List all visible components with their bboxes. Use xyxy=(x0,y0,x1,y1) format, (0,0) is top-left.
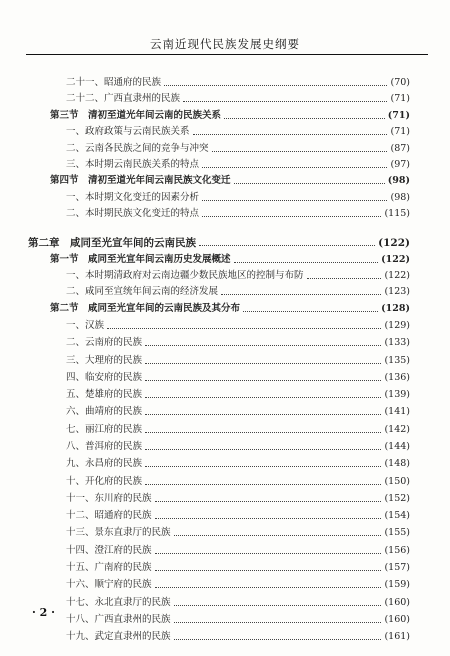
dot-leader xyxy=(243,310,378,312)
toc-entry-title: 一、本时期文化变迁的因素分析 xyxy=(66,191,200,203)
toc-entry-title: 十九、武定直隶州的民族 xyxy=(66,631,171,643)
dot-leader xyxy=(155,517,382,519)
toc-entry-title: 十四、澄江府的民族 xyxy=(66,544,152,556)
dot-leader xyxy=(174,604,382,606)
toc-entry-title: 第四节 清初至道光年间云南民族文化变迁 xyxy=(50,175,231,187)
toc-page-number: (157) xyxy=(384,562,410,574)
toc-page-number: (150) xyxy=(384,475,410,487)
toc-item-row xyxy=(66,386,410,404)
toc-item-row xyxy=(66,438,410,456)
toc-entry-title: 十五、广南府的民族 xyxy=(66,562,152,574)
toc-page-number: (160) xyxy=(384,613,410,625)
dot-leader xyxy=(155,569,382,571)
dot-leader xyxy=(155,500,382,502)
toc-page-number: (133) xyxy=(384,337,410,349)
toc-page-number: (141) xyxy=(384,406,410,418)
toc-entry-title: 一、本时期清政府对云南边疆少数民族地区的控制与布防 xyxy=(66,269,304,281)
toc-section-row xyxy=(50,107,410,125)
toc-item-row xyxy=(66,403,410,421)
dot-leader xyxy=(202,199,387,201)
toc-entry-title: 九、永昌府的民族 xyxy=(66,458,143,470)
toc-item-row xyxy=(66,267,410,285)
dot-leader xyxy=(221,293,381,295)
dot-leader xyxy=(234,261,379,263)
toc-page-number: (98) xyxy=(387,175,410,187)
toc-entry-title: 第一节 咸同至光宣年间云南历史发展概述 xyxy=(50,253,231,265)
page-number: · 2 · xyxy=(32,606,55,619)
toc-entry-title: 二、云南府的民族 xyxy=(66,337,143,349)
toc-page-number: (148) xyxy=(384,458,410,470)
dot-leader xyxy=(107,327,381,329)
toc-entry-title: 五、楚雄府的民族 xyxy=(66,389,143,401)
header-rule xyxy=(26,54,428,55)
toc-entry-title: 二、咸同至宣统年间云南的经济发展 xyxy=(66,286,219,298)
toc-page-number: (128) xyxy=(381,302,410,314)
dot-leader xyxy=(174,621,382,623)
toc-page-number: (122) xyxy=(381,253,410,265)
toc-item-row xyxy=(66,611,410,629)
toc-page-number: (123) xyxy=(384,286,410,298)
toc-item-row xyxy=(66,576,410,594)
toc-item-row xyxy=(66,473,410,491)
dot-leader xyxy=(145,448,381,450)
toc-item-row xyxy=(66,628,410,646)
toc-item-row xyxy=(66,455,410,473)
toc-entry-title: 十三、景东直隶厅的民族 xyxy=(66,527,171,539)
toc-entry-title: 七、丽江府的民族 xyxy=(66,423,143,435)
dot-leader xyxy=(145,431,381,433)
toc-item-row xyxy=(66,74,410,92)
toc-page-number: (139) xyxy=(384,389,410,401)
toc-page-number: (142) xyxy=(384,423,410,435)
dot-leader xyxy=(234,182,385,184)
toc-entry-title: 三、本时期云南民族关系的特点 xyxy=(66,158,200,170)
toc-entry-title: 四、临安府的民族 xyxy=(66,371,143,383)
toc-page-number: (135) xyxy=(384,354,410,366)
dot-leader xyxy=(193,133,388,135)
toc-item-row xyxy=(66,352,410,370)
toc-entry-title: 第二章 咸同至光宣年间的云南民族 xyxy=(28,237,196,250)
toc-entry-title: 二、云南各民族之间的竞争与冲突 xyxy=(66,142,209,154)
toc-item-row xyxy=(66,524,410,542)
toc-item-row xyxy=(66,421,410,439)
toc-chapter-row xyxy=(28,234,410,252)
dot-leader xyxy=(145,396,381,398)
dot-leader xyxy=(145,379,381,381)
dot-leader xyxy=(199,244,375,246)
dot-leader xyxy=(145,413,381,415)
dot-leader xyxy=(155,586,382,588)
toc-page-number: (122) xyxy=(378,237,410,250)
toc-item-row xyxy=(66,90,410,108)
toc-item-row xyxy=(66,507,410,525)
toc-item-row xyxy=(66,189,410,207)
toc-item-row xyxy=(66,205,410,223)
toc-item-row xyxy=(66,559,410,577)
toc-entry-title: 六、曲靖府的民族 xyxy=(66,406,143,418)
toc-entry-title: 十一、东川府的民族 xyxy=(66,492,152,504)
toc-page-number: (71) xyxy=(387,109,410,121)
toc-item-row xyxy=(66,123,410,141)
toc-entry-title: 一、汉族 xyxy=(66,319,105,331)
toc-entry-title: 三、大理府的民族 xyxy=(66,354,143,366)
toc-page-number: (71) xyxy=(390,126,410,138)
dot-leader xyxy=(164,84,387,86)
toc-item-row xyxy=(66,140,410,158)
dot-leader xyxy=(174,638,382,640)
dot-leader xyxy=(212,150,388,152)
dot-leader xyxy=(307,277,382,279)
toc-entry-title: 八、普洱府的民族 xyxy=(66,441,143,452)
toc-item-row xyxy=(66,490,410,508)
toc-item-row xyxy=(66,283,410,301)
toc-page-number: (70) xyxy=(390,77,410,88)
toc-entry-title: 十、开化府的民族 xyxy=(66,475,143,487)
dot-leader xyxy=(145,344,381,346)
toc-entry-title: 第三节 清初至道光年间云南的民族关系 xyxy=(50,109,222,121)
toc-item-row xyxy=(66,317,410,335)
toc-page-number: (156) xyxy=(384,544,410,556)
toc-page-number: (97) xyxy=(390,158,410,170)
dot-leader xyxy=(183,100,387,102)
dot-leader xyxy=(202,166,387,168)
toc-item-row xyxy=(66,369,410,387)
toc-section-row xyxy=(50,300,410,318)
toc-entry-title: 二十二、广西直隶州的民族 xyxy=(66,93,181,105)
toc-page-number: (87) xyxy=(390,142,410,154)
toc-page-number: (98) xyxy=(390,191,410,203)
toc-page-number: (129) xyxy=(384,319,410,331)
toc-page-number: (136) xyxy=(384,371,410,383)
dot-leader xyxy=(202,215,381,217)
toc-page-number: (154) xyxy=(384,510,410,522)
toc-page-number: (152) xyxy=(384,492,410,504)
toc-entry-title: 十七、永北直隶厅的民族 xyxy=(66,596,171,608)
dot-leader xyxy=(174,534,382,536)
toc-entry-title: 二十一、昭通府的民族 xyxy=(66,77,162,88)
toc-page-number: (122) xyxy=(384,269,410,281)
dot-leader xyxy=(224,117,385,119)
toc-item-row xyxy=(66,542,410,560)
toc-page-number: (159) xyxy=(384,579,410,591)
toc-item-row xyxy=(66,594,410,612)
toc-page-number: (161) xyxy=(384,631,410,643)
dot-leader xyxy=(145,483,381,485)
dot-leader xyxy=(145,362,381,364)
toc-page-number: (144) xyxy=(384,441,410,452)
toc-page-number: (115) xyxy=(384,208,410,220)
dot-leader xyxy=(145,465,381,467)
toc-page-number: (71) xyxy=(390,93,410,105)
toc-entry-title: 第二节 咸同至光宣年间的云南民族及其分布 xyxy=(50,302,241,314)
toc-entry-title: 十六、顺宁府的民族 xyxy=(66,579,152,591)
toc-section-row xyxy=(50,172,410,190)
toc-page-number: (155) xyxy=(384,527,410,539)
dot-leader xyxy=(155,552,382,554)
toc-page-number: (160) xyxy=(384,596,410,608)
toc-item-row xyxy=(66,156,410,174)
toc-entry-title: 二、本时期民族文化变迁的特点 xyxy=(66,208,200,220)
toc-entry-title: 十八、广西直隶州的民族 xyxy=(66,613,171,625)
toc-item-row xyxy=(66,334,410,352)
toc-entry-title: 一、政府政策与云南民族关系 xyxy=(66,126,190,138)
toc-entry-title: 十二、昭通府的民族 xyxy=(66,510,152,522)
toc-section-row xyxy=(50,251,410,269)
running-header: 云南近现代民族发展史纲要 xyxy=(150,37,300,51)
